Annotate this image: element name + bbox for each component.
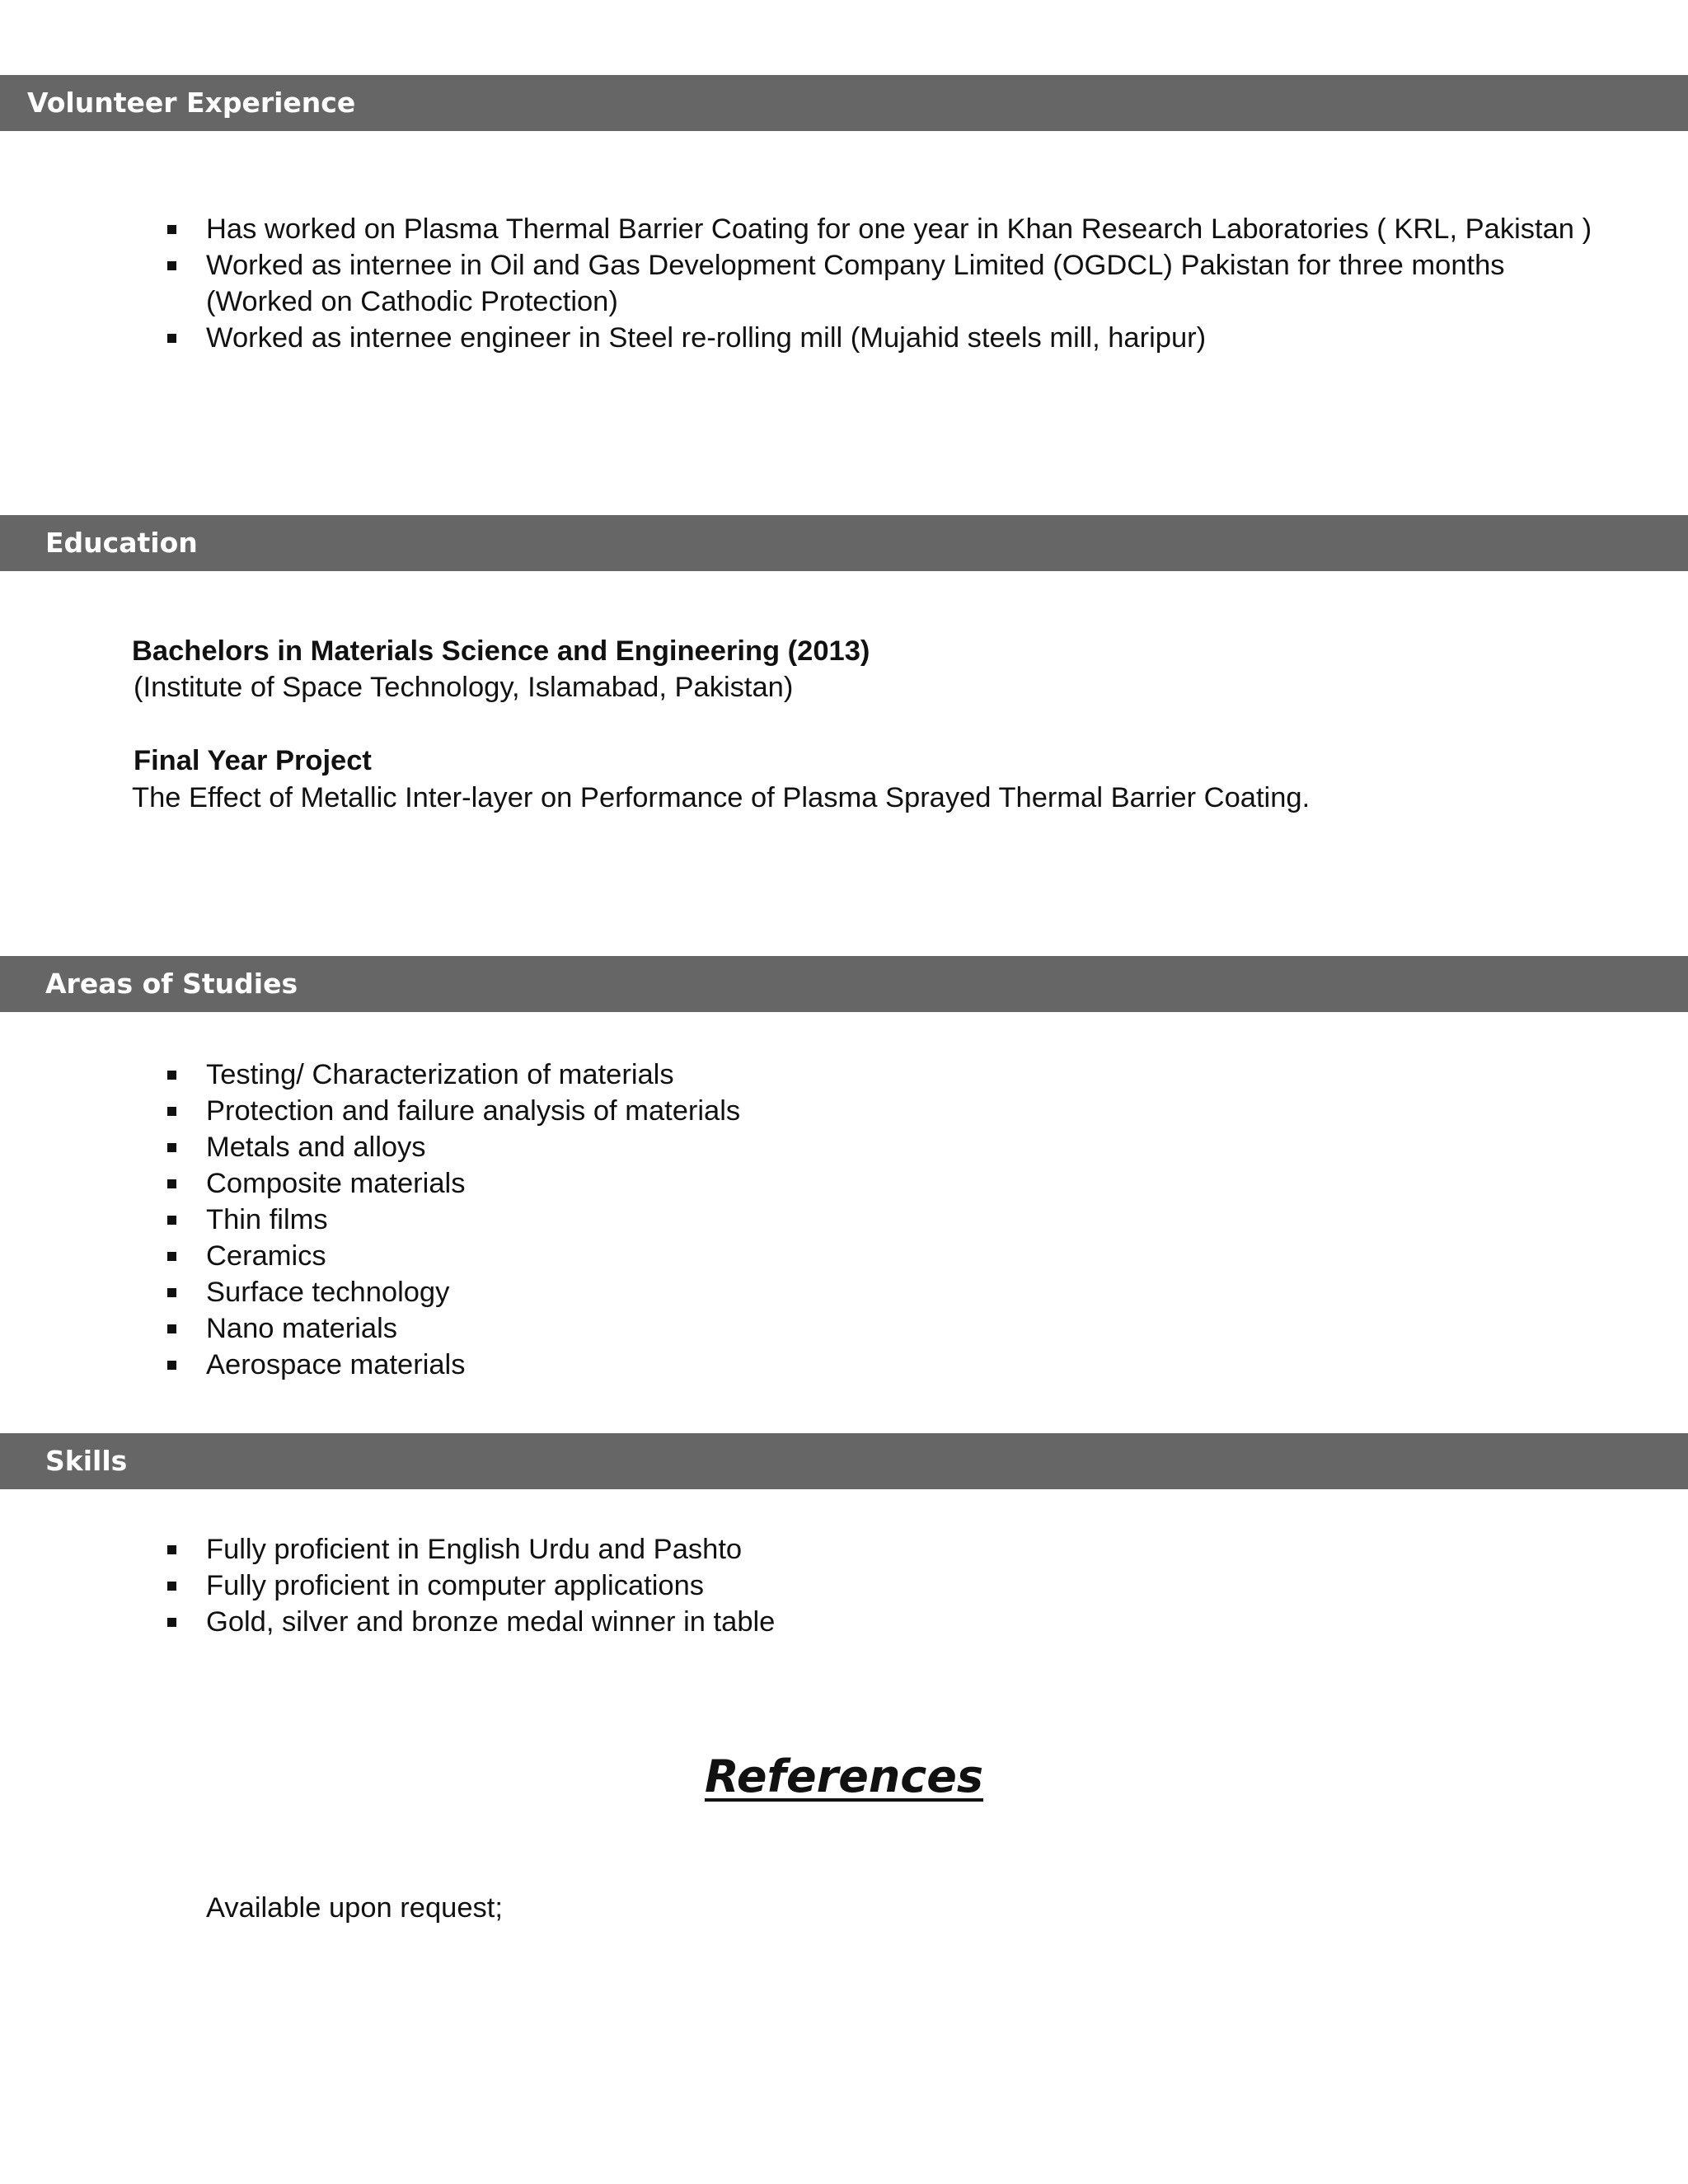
volunteer-list bbox=[0, 211, 1607, 356]
bullet-icon bbox=[167, 1107, 176, 1116]
references-heading: References bbox=[704, 1750, 984, 1802]
list-item: Fully proficient in English Urdu and Pashto bbox=[0, 1531, 1607, 1568]
project-heading: Final Year Project bbox=[134, 745, 372, 776]
bullet-icon bbox=[167, 334, 176, 343]
education-section-header bbox=[0, 515, 1688, 571]
bullet-icon bbox=[167, 1618, 176, 1627]
list-item: Ceramics bbox=[0, 1238, 1607, 1274]
skills-list bbox=[0, 1531, 1607, 1640]
list-item: Aerospace materials bbox=[0, 1347, 1607, 1383]
bullet-icon bbox=[167, 261, 176, 270]
bullet-icon bbox=[167, 1582, 176, 1591]
bullet-icon bbox=[167, 1143, 176, 1152]
degree-title: Bachelors in Materials Science and Engineering (2013) bbox=[132, 635, 870, 667]
education-section-title: Education bbox=[45, 527, 198, 559]
list-item: Gold, silver and bronze medal winner in table bbox=[0, 1604, 1607, 1640]
list-item: Nano materials bbox=[0, 1310, 1607, 1347]
list-item: Has worked on Plasma Thermal Barrier Coating for one year in Khan Research Laboratories ( KRL, Pakistan ) bbox=[0, 211, 1607, 247]
volunteer-section-title: Volunteer Experience bbox=[27, 87, 356, 119]
list-item: Fully proficient in computer applications bbox=[0, 1568, 1607, 1604]
list-item: Metals and alloys bbox=[0, 1129, 1607, 1165]
volunteer-section-header bbox=[0, 75, 1688, 131]
skills-section-title: Skills bbox=[45, 1445, 128, 1477]
bullet-icon bbox=[167, 1324, 176, 1333]
bullet-icon bbox=[167, 1545, 176, 1554]
list-item: Worked as internee in Oil and Gas Development Company Limited (OGDCL) Pakistan for three months (Worked on Cathodic Protection) bbox=[0, 247, 1607, 320]
list-item: Protection and failure analysis of materials bbox=[0, 1093, 1607, 1129]
bullet-icon bbox=[167, 1361, 176, 1370]
areas-section-title: Areas of Studies bbox=[45, 968, 298, 1000]
list-item: Surface technology bbox=[0, 1274, 1607, 1310]
list-item: Worked as internee engineer in Steel re-rolling mill (Mujahid steels mill, haripur) bbox=[0, 320, 1607, 356]
skills-section-header bbox=[0, 1433, 1688, 1489]
bullet-icon bbox=[167, 1216, 176, 1225]
bullet-icon bbox=[167, 1252, 176, 1261]
institute-name: (Institute of Space Technology, Islamabad, Pakistan) bbox=[134, 672, 794, 703]
bullet-icon bbox=[167, 225, 176, 234]
project-title: The Effect of Metallic Inter-layer on Performance of Plasma Sprayed Thermal Barrier Coating. bbox=[132, 782, 1311, 813]
areas-list bbox=[0, 1057, 1607, 1383]
list-item: Testing/ Characterization of materials bbox=[0, 1057, 1607, 1093]
bullet-icon bbox=[167, 1071, 176, 1080]
bullet-icon bbox=[167, 1288, 176, 1297]
bullet-icon bbox=[167, 1179, 176, 1188]
list-item: Thin films bbox=[0, 1202, 1607, 1238]
areas-section-header bbox=[0, 956, 1688, 1012]
list-item: Composite materials bbox=[0, 1165, 1607, 1202]
references-text: Available upon request; bbox=[206, 1892, 503, 1924]
